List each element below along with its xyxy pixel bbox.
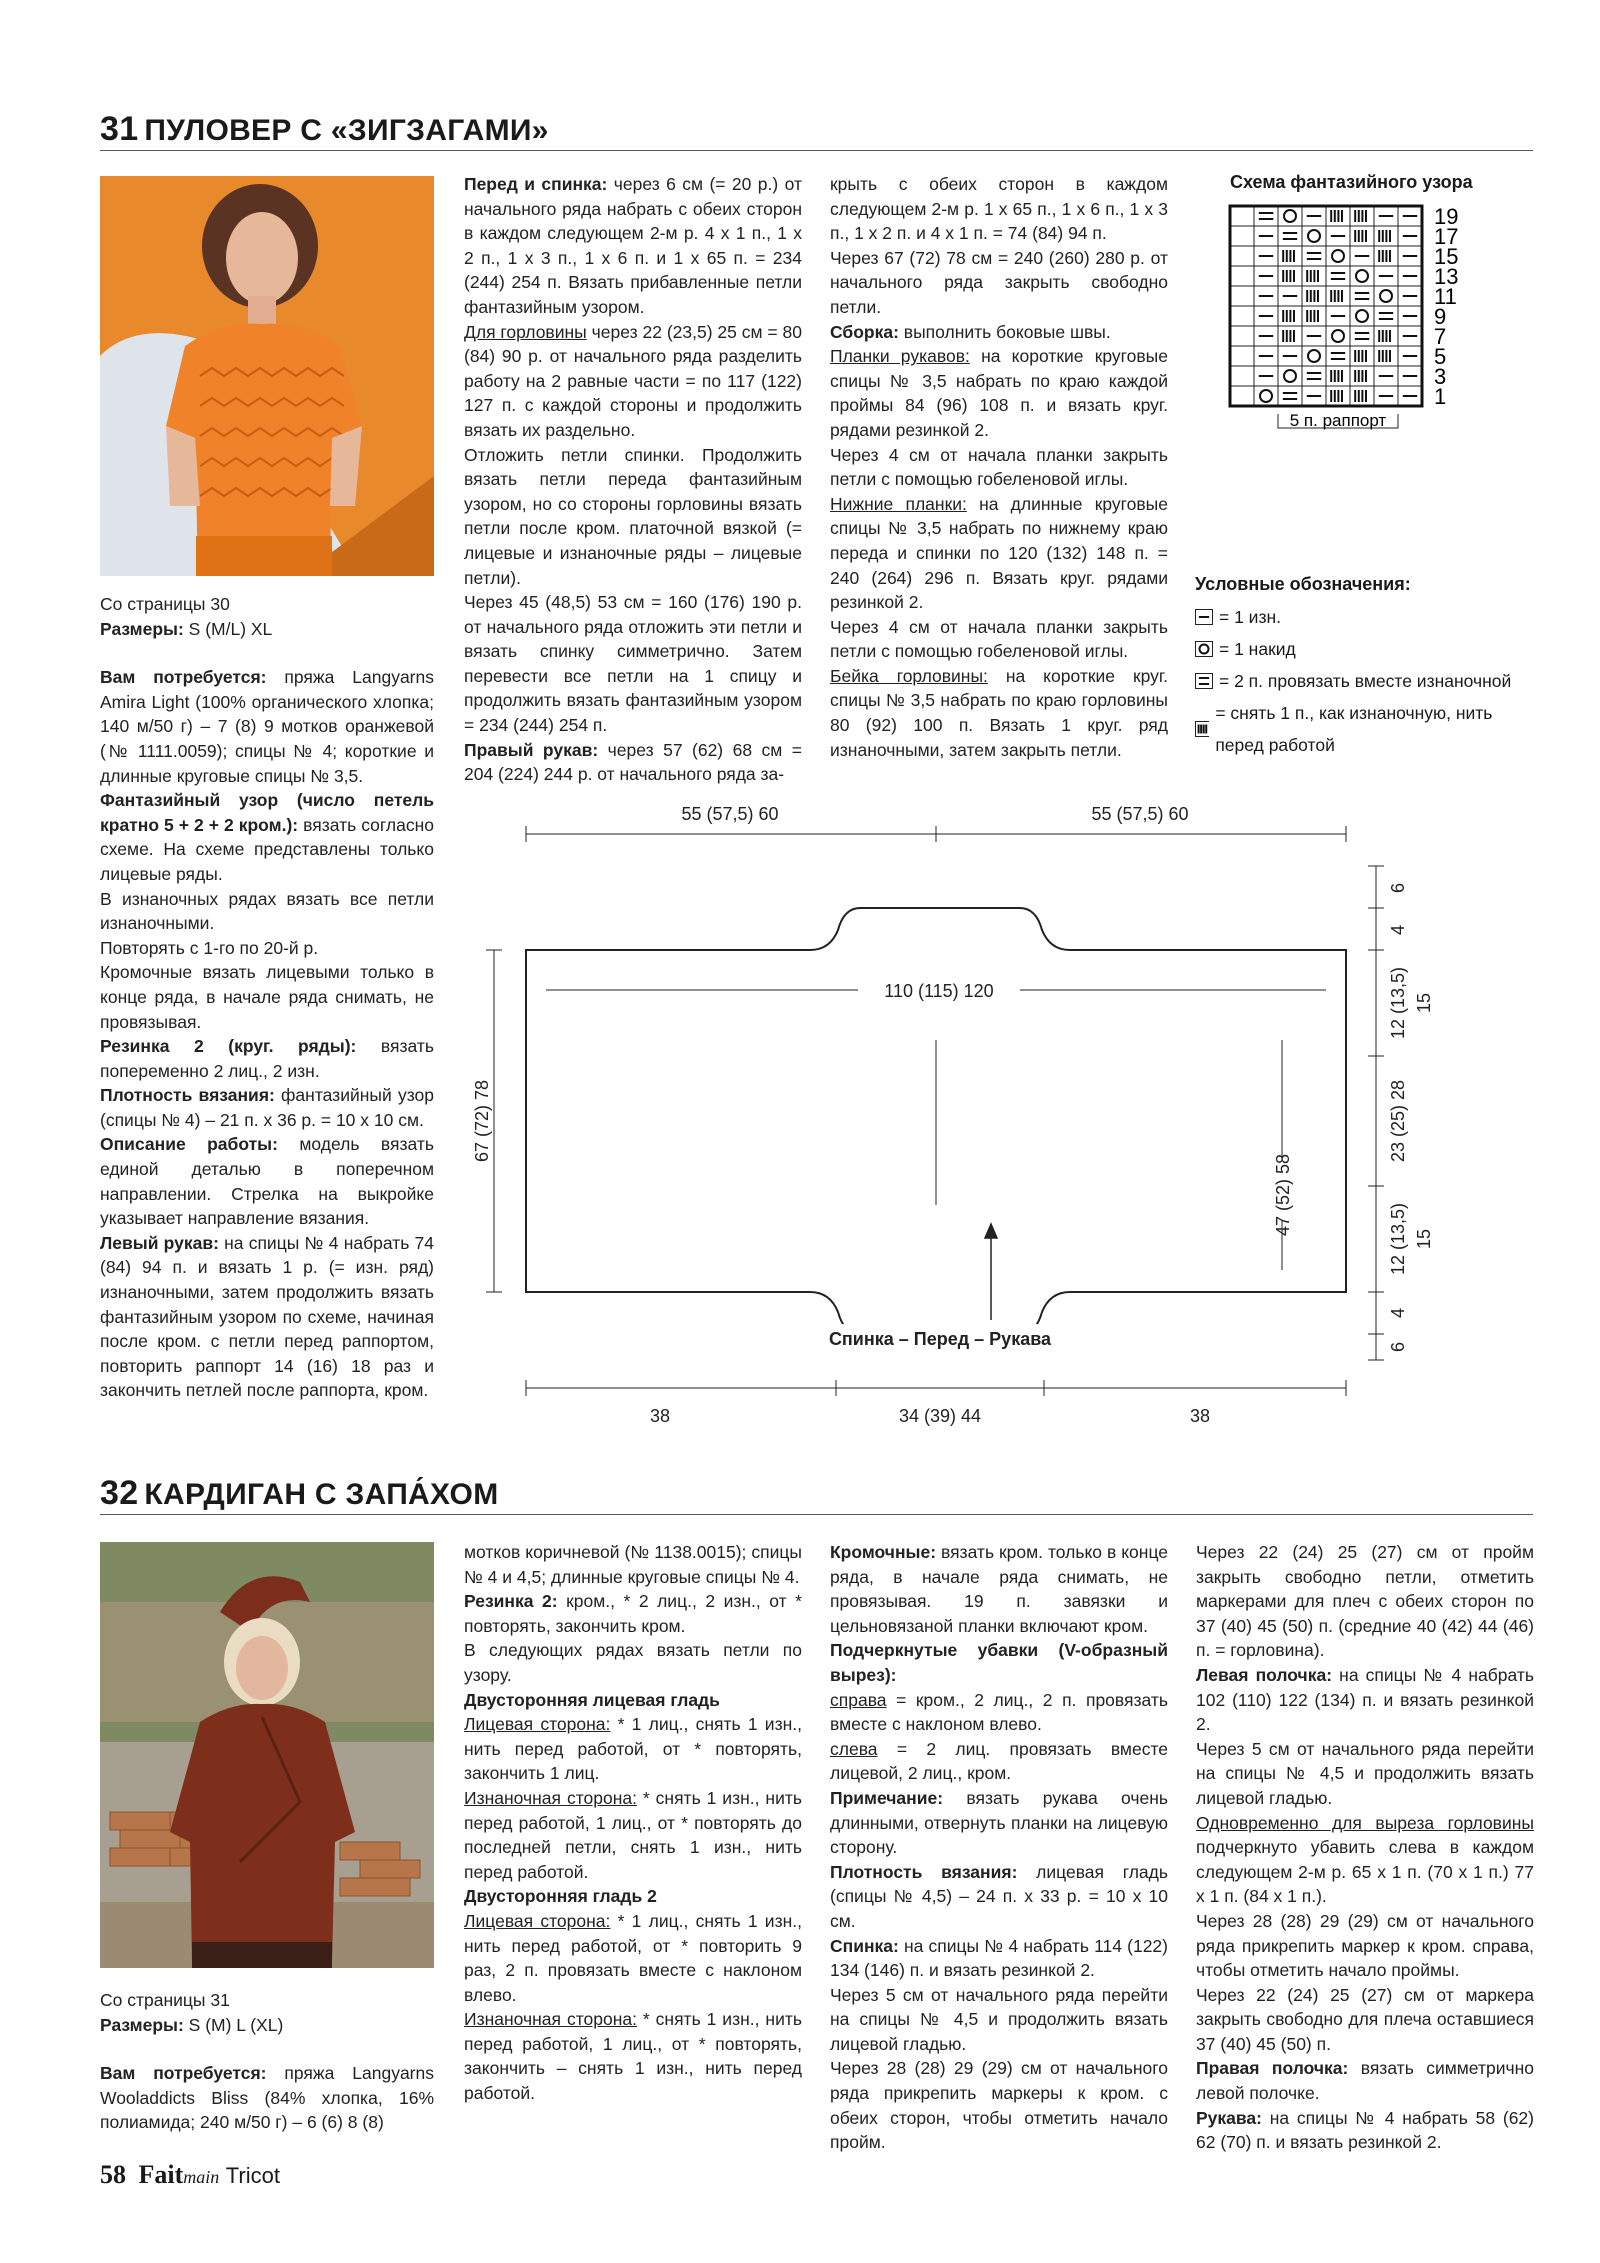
label: Размеры:: [100, 2014, 184, 2035]
text: вязать рукава очень длинными, отвернуть планки на лицевую сторону.: [830, 1787, 1168, 1858]
legend-item: [1195, 633, 1535, 665]
s31-column-3: [830, 172, 1168, 762]
legend-text: = 2 п. провязать вместе изнаночной: [1219, 671, 1512, 691]
slip-symbol: [1374, 226, 1398, 246]
empty-cell: [1230, 346, 1254, 366]
paragraph: Через 4 см от начала планки закрыть петли с помощью гобеленовой иглы.: [830, 616, 1168, 662]
subheading: Двусторонняя гладь 2: [464, 1886, 657, 1907]
label: Для горловины: [464, 321, 587, 342]
garment-schematic: [460, 800, 1460, 1440]
purl-symbol: [1398, 226, 1422, 246]
paragraph: [464, 1688, 802, 1713]
section-32-title: [100, 1474, 498, 1513]
paragraph: [830, 1540, 1168, 1638]
legend-symbol-icon: [1195, 609, 1213, 625]
dim-right-12b: 12 (13,5): [1388, 1202, 1408, 1276]
paragraph: [464, 320, 802, 443]
label: справа: [830, 1689, 887, 1710]
p2tog-symbol: [1278, 386, 1302, 406]
yarnover-symbol: [1278, 366, 1302, 386]
slip-symbol: [1350, 206, 1374, 226]
dim-top-right: 55 (57,5) 60: [1091, 804, 1189, 824]
row-number: 15: [1434, 244, 1459, 269]
paragraph: [464, 172, 802, 320]
section-32-number: 32: [100, 1474, 139, 1512]
label: Размеры:: [100, 618, 184, 639]
dim-right-23: 23 (25) 28: [1388, 1079, 1408, 1163]
paragraph: [1196, 1663, 1534, 1737]
paragraph: В следующих рядах вязать петли по узору.: [464, 1640, 802, 1685]
page-footer: [100, 2160, 280, 2190]
paragraph: [464, 1786, 802, 1884]
paragraph: [100, 665, 434, 788]
label: Правый рукав:: [464, 739, 599, 760]
dim-width: 110 (115) 120: [884, 981, 994, 1001]
paragraph: Через 45 (48,5) 53 см = 160 (176) 190 р. от начального ряда отложить эти петли и вязать спинку симметрично. Затем перевести все петли на 1 спицу и продолжить вязать фантазийным узором = 234 (244) 254 п.: [464, 592, 802, 736]
yarnover-symbol: [1302, 346, 1326, 366]
legend-item: [1195, 601, 1535, 633]
slip-symbol: [1302, 306, 1326, 326]
s32-column-3: [830, 1540, 1168, 2155]
empty-cell: [1230, 326, 1254, 346]
legend-item: [1195, 697, 1535, 761]
paragraph: [100, 2037, 434, 2061]
paragraph: [100, 2061, 434, 2135]
text: * снять 1 изн., нить перед работой, 1 лиц., от * повторять до последней петли, снять 1 изн., нить перед работой.: [464, 1787, 802, 1882]
paragraph: Через 22 (24) 25 (27) см от маркера закрыть свободно для плеча оставшиеся 37 (40) 45 (50) п.: [1196, 1984, 1534, 2054]
legend-items: [1195, 601, 1535, 761]
purl-symbol: [1374, 266, 1398, 286]
chart-title: Схема фантазийного узора: [1230, 172, 1473, 192]
knitting-chart: [1220, 200, 1490, 550]
slip-symbol: [1278, 306, 1302, 326]
purl-symbol: [1398, 246, 1422, 266]
slip-symbol: [1350, 226, 1374, 246]
paragraph: [464, 2007, 802, 2105]
paragraph: [830, 1688, 1168, 1737]
text: через 22 (23,5) 25 см = 80 (84) 90 р. от начального ряда разделить работу на 2 равные части = по 117 (122) 127 п. с каждой стороны и продолжить вязать их раздельно.: [464, 321, 802, 440]
label: Рукава:: [1196, 2107, 1262, 2128]
text: фантазийный узор (спицы № 4) – 21 п. x 36 р. = 10 x 10 см.: [100, 1085, 434, 1130]
paragraph: [100, 1034, 434, 1083]
label: Кромочные:: [830, 1542, 937, 1562]
empty-cell: [1230, 286, 1254, 306]
purl-symbol: [1254, 346, 1278, 366]
empty-cell: [1230, 366, 1254, 386]
dim-right-6a: 6: [1388, 882, 1408, 894]
label: Примечание:: [830, 1787, 944, 1808]
text: модель вязать единой деталью в поперечном направлении. Стрелка на выкройке указывает направление вязания.: [100, 1134, 434, 1229]
paragraph: [830, 1860, 1168, 1934]
paragraph: [830, 320, 1168, 345]
dim-right-15a: 15: [1414, 992, 1434, 1014]
dim-bottom-right: 38: [1189, 1406, 1211, 1426]
slip-symbol: [1350, 346, 1374, 366]
label: Изнаночная сторона:: [464, 2009, 637, 2030]
purl-symbol: [1398, 306, 1422, 326]
purl-symbol: [1254, 246, 1278, 266]
legend-text: = 1 изн.: [1219, 607, 1282, 627]
slip-symbol: [1278, 246, 1302, 266]
empty-cell: [1230, 266, 1254, 286]
paragraph: Через 28 (28) 29 (29) см от начального ряда прикрепить маркеры к кром. с обеих сторон, чтобы отметить начало пройм.: [830, 2058, 1168, 2153]
text: на спицы № 4 набрать 114 (122) 134 (146) п. и вязать резинкой 2.: [830, 1935, 1168, 1981]
legend-text: = снять 1 п., как изнаночную, нить перед работой: [1215, 703, 1493, 755]
legend-symbol-icon: [1195, 641, 1213, 657]
purl-symbol: [1278, 286, 1302, 306]
text: * 1 лиц., снять 1 изн., нить перед работой, от * повторить 9 раз, 2 п. провязать вместе с наклоном влево.: [464, 1910, 802, 2005]
purl-symbol: [1398, 346, 1422, 366]
yarnover-symbol: [1350, 266, 1374, 286]
paragraph: Повторять с 1-го по 20-й р.: [100, 937, 319, 958]
paragraph: [830, 664, 1168, 762]
label: Одновременно для выреза горловины: [1196, 1812, 1534, 1833]
p2tog-symbol: [1278, 226, 1302, 246]
label: Правая полочка:: [1196, 2058, 1349, 2079]
paragraph: [830, 1737, 1168, 1786]
row-number: 1: [1434, 384, 1447, 409]
slip-symbol: [1196, 722, 1210, 737]
paragraph: [830, 1786, 1168, 1860]
text: S (M) L (XL): [183, 2014, 284, 2035]
label: Лицевая сторона:: [464, 1910, 611, 1931]
text: вязать кром. только в конце ряда, в начале ряда снимать, не провязывая. 19 п. завязки и цельновязаной планки включают кром.: [830, 1542, 1168, 1636]
paragraph: Отложить петли спинки. Продолжить вязать петли переда фантазийным узором, но со стороны горловины вязать петли после кром. платочной вязкой (= лицевые и изнаночные ряды – лицевые петли).: [464, 444, 802, 588]
text: пряжа Langyarns Amira Light (100% органического хлопка; 140 м/50 г) – 7 (8) 9 мотков оранжевой (№ 1111.0059); спицы № 4; короткие и длинные круговые спицы № 3,5.: [100, 667, 434, 786]
section-31-title: [100, 110, 549, 149]
text: S (M/L) XL: [183, 618, 273, 639]
legend-item: [1195, 665, 1535, 697]
paragraph: [464, 1589, 802, 1638]
yarnover-symbol: [1302, 226, 1326, 246]
text: = кром., 2 лиц., 2 п. провязать вместе с наклоном влево.: [830, 1689, 1168, 1735]
paragraph: [464, 1712, 802, 1786]
purl-symbol: [1374, 366, 1398, 386]
purl-symbol: [1254, 266, 1278, 286]
section-31-number: 31: [100, 110, 139, 148]
section-32-rule: [100, 1514, 1533, 1515]
subheading: Подчеркнутые убавки (V-образный вырез):: [830, 1640, 1168, 1685]
label: Резинка 2:: [464, 1591, 558, 1612]
label: Спинка:: [830, 1935, 899, 1956]
brand-tricot: Tricot: [225, 2163, 280, 2188]
page-number: 58: [100, 2160, 126, 2189]
text: пряжа Langyarns Wooladdicts Bliss (84% хлопка, 16% полиамида; 240 м/50 г) – 6 (6) 8 (8): [100, 2063, 434, 2133]
paragraph: [1196, 2106, 1534, 2155]
purl-symbol: [1374, 386, 1398, 406]
text: на спицы № 4 набрать 58 (62) 62 (70) п. и вязать резинкой 2.: [1196, 2107, 1534, 2153]
text: через 6 см (= 20 р.) от начального ряда набрать с обеих сторон в каждом следующем 2-м р. 4 x 1 п., 1 x 2 п., 1 x 3 п., 1 x 6 п. и 1 x 65 п. = 234 (244) 254 п. Вязать прибавленные петли фантазийным узором.: [464, 174, 802, 317]
slip-symbol: [1302, 266, 1326, 286]
paragraph: [830, 1638, 1168, 1687]
purl-symbol: [1398, 326, 1422, 346]
row-number: 9: [1434, 304, 1447, 329]
s32-column-1: [100, 1988, 434, 2135]
paragraph: мотков коричневой (№ 1138.0015); спицы № 4 и 4,5; длинные круговые спицы № 4.: [464, 1542, 802, 1587]
label: Изнаночная сторона:: [464, 1787, 637, 1808]
purl-symbol: [1302, 206, 1326, 226]
p2tog-symbol: [1350, 326, 1374, 346]
text: лицевая гладь (спицы № 4,5) – 24 п. x 33 р. = 10 x 10 см.: [830, 1861, 1168, 1931]
dim-top-left: 55 (57,5) 60: [681, 804, 779, 824]
slip-symbol: [1302, 286, 1326, 306]
section-32-heading: КАРДИГАН С ЗАПА́ХОМ: [144, 1478, 499, 1511]
dim-right-12a: 12 (13,5): [1388, 966, 1408, 1040]
label: Вам потребуется:: [100, 667, 267, 688]
paragraph: [100, 1132, 434, 1230]
legend-title: Условные обозначения:: [1195, 574, 1411, 594]
empty-cell: [1230, 246, 1254, 266]
dim-bottom-left: 38: [649, 1406, 671, 1426]
empty-cell: [1230, 206, 1254, 226]
paragraph: [830, 492, 1168, 615]
label: Описание работы:: [100, 1134, 278, 1155]
p2tog-symbol: [1326, 346, 1350, 366]
schematic-label: Спинка – Перед – Рукава: [828, 1329, 1052, 1349]
text: = 2 лиц. провязать вместе лицевой, 2 лиц., кром.: [830, 1738, 1168, 1784]
paragraph: [100, 1231, 434, 1403]
paragraph: [464, 738, 802, 787]
purl-symbol: [1398, 266, 1422, 286]
slip-symbol: [1374, 246, 1398, 266]
s31-column-2: [464, 172, 802, 787]
paragraph: [100, 788, 434, 886]
paragraph: [464, 1909, 802, 2007]
paragraph: [1196, 2056, 1534, 2105]
paragraph: [100, 617, 434, 642]
purl-symbol: [1398, 386, 1422, 406]
slip-symbol: [1350, 386, 1374, 406]
purl-symbol: [1254, 366, 1278, 386]
purl-symbol: [1196, 610, 1213, 625]
purl-symbol: [1326, 306, 1350, 326]
slip-symbol: [1326, 386, 1350, 406]
paragraph: Со страницы 31: [100, 1990, 230, 2010]
text: на длинные круговые спицы № 3,5 набрать по нижнему краю переда и спинки по 120 (132) 148 п. = 240 (264) 296 п. Вязать круг. рядами резинкой 2.: [830, 493, 1168, 613]
purl-symbol: [1374, 206, 1398, 226]
row-number: 7: [1434, 324, 1447, 349]
empty-cell: [1230, 226, 1254, 246]
purl-symbol: [1326, 226, 1350, 246]
s32-column-2: [464, 1540, 802, 2106]
purl-symbol: [1254, 226, 1278, 246]
text: на короткие круг. спицы № 3,5 набрать по краю горловины 80 (92) 100 п. Вязать 1 круг. ряд изнаночными, затем закрыть петли.: [830, 665, 1168, 760]
slip-symbol: [1326, 206, 1350, 226]
label: Планки рукавов:: [830, 346, 970, 367]
purl-symbol: [1254, 326, 1278, 346]
legend-text: = 1 накид: [1219, 639, 1296, 659]
paragraph: Со страницы 30: [100, 594, 230, 614]
paragraph: [830, 1934, 1168, 1983]
dim-bottom-mid: 34 (39) 44: [898, 1406, 982, 1426]
dim-right-4b: 4: [1388, 1307, 1408, 1319]
dim-right-4a: 4: [1388, 924, 1408, 936]
cardigan-photo: [100, 1542, 434, 1968]
purl-symbol: [1254, 306, 1278, 326]
label: Вам потребуется:: [100, 2063, 267, 2084]
label: Нижние планки:: [830, 493, 967, 514]
p2tog-symbol: [1254, 206, 1278, 226]
text: вязать симметрично левой полочке.: [1196, 2058, 1534, 2104]
label: слева: [830, 1738, 878, 1759]
slip-symbol: [1374, 326, 1398, 346]
purl-symbol: [1350, 246, 1374, 266]
paragraph: Через 28 (28) 29 (29) см от начального ряда прикрепить маркер к кром. справа, чтобы отметить начало проймы.: [1196, 1910, 1534, 1981]
label: Бейка горловины:: [830, 665, 988, 686]
paragraph: [1196, 1811, 1534, 1909]
purl-symbol: [1302, 386, 1326, 406]
purl-symbol: [1278, 346, 1302, 366]
text: вязать попеременно 2 лиц., 2 изн.: [100, 1036, 434, 1081]
paragraph: Через 5 см от начального ряда перейти на спицы № 4,5 и продолжить вязать лицевой гладью.: [1196, 1738, 1534, 1808]
brand-fait: Fait: [138, 2160, 184, 2189]
legend-symbol-icon: [1195, 721, 1209, 737]
purl-symbol: [1254, 286, 1278, 306]
p2tog-symbol: [1196, 674, 1213, 689]
yarnover-symbol: [1196, 642, 1213, 657]
p2tog-symbol: [1326, 266, 1350, 286]
dim-length: 67 (72) 78: [472, 1079, 492, 1163]
s32-column-4: [1196, 1540, 1534, 2155]
slip-symbol: [1374, 346, 1398, 366]
empty-cell: [1230, 306, 1254, 326]
yarnover-symbol: [1254, 386, 1278, 406]
yarnover-symbol: [1326, 246, 1350, 266]
label: Плотность вязания:: [830, 1861, 1018, 1882]
sweater-photo: [100, 176, 434, 576]
brand-main: main: [183, 2167, 220, 2187]
label: Резинка 2 (круг. ряды):: [100, 1036, 357, 1057]
text: * снять 1 изн., нить перед работой, 1 лиц., от * повторять, закончить – снять 1 изн., нить перед работой.: [464, 2009, 802, 2104]
row-number: 5: [1434, 344, 1447, 369]
purl-symbol: [1398, 206, 1422, 226]
label: Перед и спинка:: [464, 174, 608, 194]
purl-symbol: [1398, 286, 1422, 306]
paragraph: [464, 1884, 802, 1909]
p2tog-symbol: [1350, 286, 1374, 306]
s31-column-1: [100, 592, 434, 1403]
paragraph: В изнаночных рядах вязать все петли изнаночными.: [100, 888, 434, 934]
text: на спицы № 4 набрать 102 (110) 122 (134) п. и вязать резинкой 2.: [1196, 1664, 1534, 1735]
empty-cell: [1230, 386, 1254, 406]
legend-symbol-icon: [1195, 673, 1213, 689]
row-number: 11: [1434, 284, 1457, 309]
p2tog-symbol: [1302, 246, 1326, 266]
paragraph: Кромочные вязать лицевыми только в конце ряда, в начале ряда снимать, не провязывая.: [100, 962, 434, 1032]
paragraph: Через 4 см от начала планки закрыть петли с помощью гобеленовой иглы.: [830, 444, 1168, 490]
text: подчеркнуто убавить слева в каждом следующем 2-м р. 65 x 1 п. (70 x 1 п.) 77 x 1 п. (84 x 1 п.).: [1196, 1837, 1534, 1907]
label: Плотность вязания:: [100, 1085, 275, 1106]
paragraph: [830, 344, 1168, 442]
text: на короткие круговые спицы № 3,5 набрать по краю каждой проймы 84 (96) 108 п. и вязать круг. рядами резинкой 2.: [830, 346, 1168, 440]
subheading: Двусторонняя лицевая гладь: [464, 1689, 720, 1710]
text: через 57 (62) 68 см = 204 (224) 244 р. от начального ряда за-: [464, 739, 802, 785]
text: на спицы № 4 набрать 74 (84) 94 п. и вязать 1 р. (= изн. ряд) изнаночными, затем продолжить вязать фантазийным узором по схеме, начиная после кром. с петли перед раппортом, повторить раппорт 14 (16) 18 раз и закончить петлей после раппорта, кром.: [100, 1232, 434, 1401]
dim-inner: 47 (52) 58: [1273, 1153, 1293, 1237]
repeat-label: 5 п. раппорт: [1289, 411, 1387, 430]
purl-symbol: [1302, 326, 1326, 346]
slip-symbol: [1350, 366, 1374, 386]
paragraph: [100, 641, 434, 665]
paragraph: Через 5 см от начального ряда перейти на спицы № 4,5 и продолжить вязать лицевой гладью.: [830, 1984, 1168, 2054]
text: вязать согласно схеме. На схеме представлены только лицевые ряды.: [100, 814, 434, 884]
legend: [1195, 574, 1535, 761]
p2tog-symbol: [1302, 366, 1326, 386]
p2tog-symbol: [1374, 306, 1398, 326]
yarnover-symbol: [1350, 306, 1374, 326]
section-31-heading: ПУЛОВЕР С «ЗИГЗАГАМИ»: [144, 114, 549, 147]
purl-symbol: [1398, 366, 1422, 386]
label: Сборка:: [830, 321, 899, 342]
paragraph: [100, 2013, 434, 2038]
text: * 1 лиц., снять 1 изн., нить перед работой, от * повторять, закончить 1 лиц.: [464, 1714, 802, 1784]
row-number: 3: [1434, 364, 1447, 389]
yarnover-symbol: [1278, 206, 1302, 226]
label: Левая полочка:: [1196, 1664, 1333, 1685]
text: кром., * 2 лиц., 2 изн., от * повторять, закончить кром.: [464, 1591, 802, 1636]
slip-symbol: [1278, 326, 1302, 346]
paragraph: [100, 1083, 434, 1132]
paragraph: Через 67 (72) 78 см = 240 (260) 280 р. от начального ряда закрыть свободно петли.: [830, 247, 1168, 317]
label: Фантазийный узор (число петель кратно 5 + 2 + 2 кром.):: [100, 790, 434, 835]
dim-right-15b: 15: [1414, 1228, 1434, 1250]
slip-symbol: [1326, 366, 1350, 386]
row-number: 19: [1434, 204, 1459, 229]
row-number: 13: [1434, 264, 1459, 289]
slip-symbol: [1326, 286, 1350, 306]
yarnover-symbol: [1374, 286, 1398, 306]
paragraph: Через 22 (24) 25 (27) см от пройм закрыть свободно петли, отметить маркерами для плеч с обеих сторон по 37 (40) 45 (50) п. (средние 40 (42) 44 (46) п. = горловина).: [1196, 1542, 1534, 1661]
row-number: 17: [1434, 224, 1459, 249]
label: Левый рукав:: [100, 1232, 219, 1253]
yarnover-symbol: [1326, 326, 1350, 346]
label: Лицевая сторона:: [464, 1714, 611, 1735]
text: выполнить боковые швы.: [898, 321, 1111, 342]
section-31-rule: [100, 150, 1533, 151]
slip-symbol: [1278, 266, 1302, 286]
dim-right-6b: 6: [1388, 1341, 1408, 1353]
paragraph: крыть с обеих сторон в каждом следующем 2-м р. 1 x 65 п., 1 x 6 п., 1 x 3 п., 1 x 2 п. и 4 x 1 п. = 74 (84) 94 п.: [830, 174, 1168, 244]
